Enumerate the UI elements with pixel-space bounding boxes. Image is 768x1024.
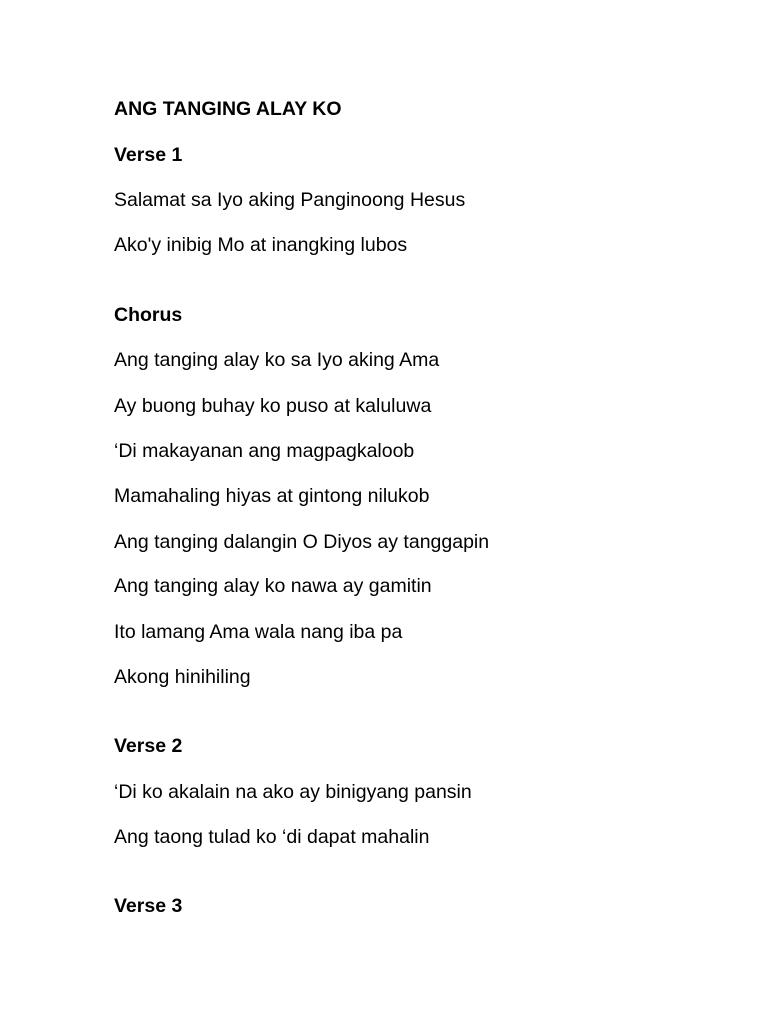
chorus-line: Mamahaling hiyas at gintong nilukob [114,485,430,507]
chorus-line: Ay buong buhay ko puso at kaluluwa [114,395,432,417]
chorus-line: Akong hinihiling [114,666,251,688]
chorus-line: Ang tanging alay ko sa Iyo aking Ama [114,349,440,371]
chorus-line: Ang tanging alay ko nawa ay gamitin [114,575,432,597]
verse-3-heading: Verse 3 [114,895,183,917]
verse-2-line: Ang taong tulad ko ‘di dapat mahalin [114,826,430,848]
verse-2-heading: Verse 2 [114,735,183,757]
verse-1-line: Ako'y inibig Mo at inangking lubos [114,234,408,256]
chorus-line: ‘Di makayanan ang magpagkaloob [114,440,415,462]
verse-1-heading: Verse 1 [114,144,183,166]
chorus-line: Ang tanging dalangin O Diyos ay tanggapin [114,531,490,553]
chorus-heading: Chorus [114,304,183,326]
document-title: ANG TANGING ALAY KO [114,98,342,120]
chorus-line: Ito lamang Ama wala nang iba pa [114,621,403,643]
verse-2-line: ‘Di ko akalain na ako ay binigyang pansin [114,781,472,803]
verse-1-line: Salamat sa Iyo aking Panginoong Hesus [114,189,466,211]
